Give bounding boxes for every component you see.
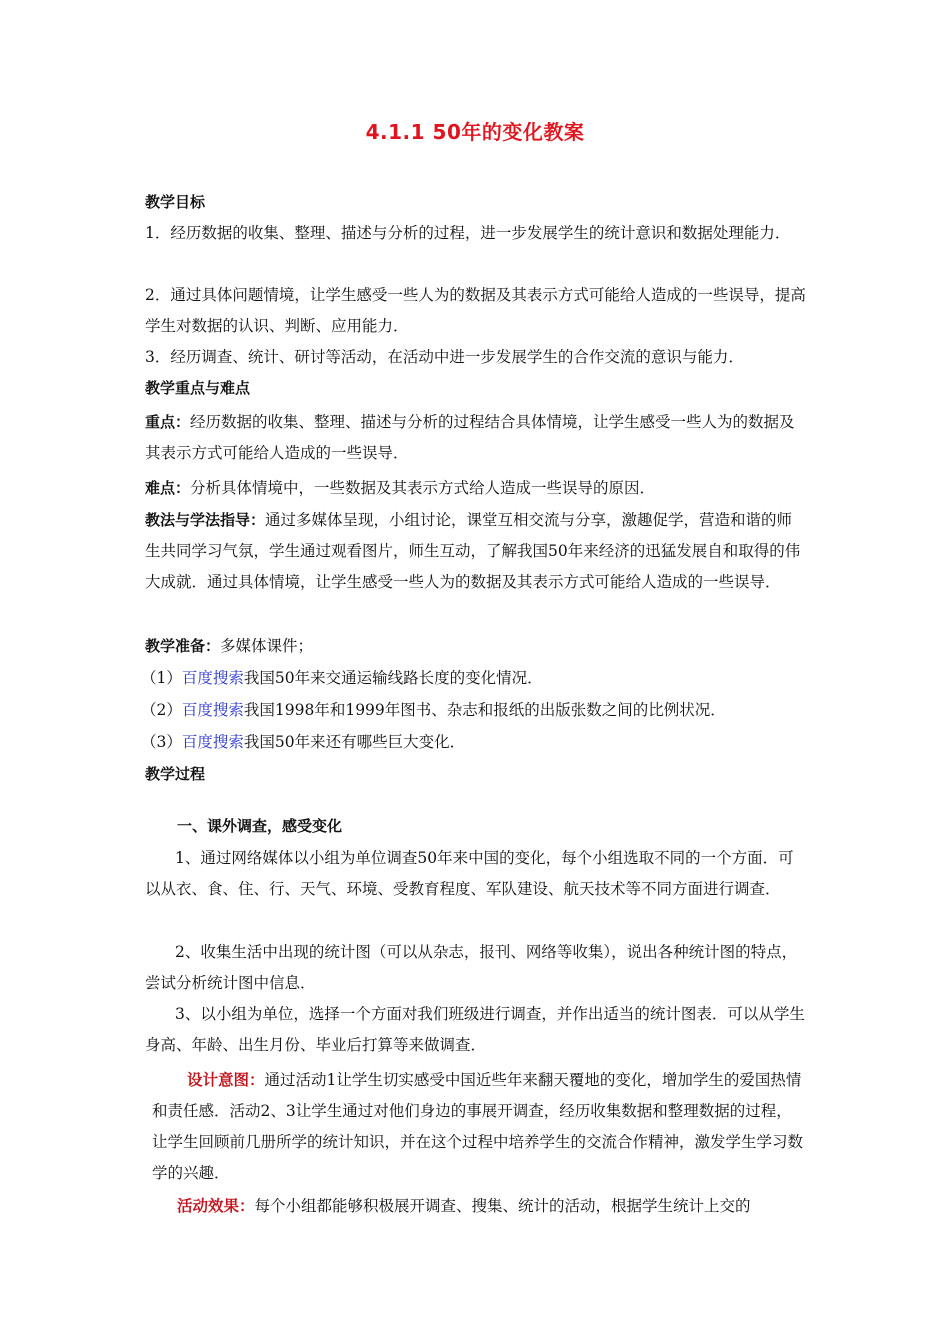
difficulty-label: 难点： — [145, 479, 191, 497]
methods-text: 通过多媒体呈现，小组讨论，课堂互相交流与分享，激趣促学，营造和谐的师生共同学习气氛，学生通过观看图片，师生互动，了解我国50年来经济的迅猛发展自和取得的伟大成就．通过具体情境，让学生感受一些人为的数据及其表示方式可能给人造成的一些误导． — [145, 511, 801, 591]
baidu-search-link[interactable]: 百度搜索 — [181, 669, 244, 687]
preparation-label: 教学准备： — [145, 637, 221, 655]
goal-item-3: 3．经历调查、统计、研讨等活动，在活动中进一步发展学生的合作交流的意识与能力． — [145, 348, 744, 366]
preparation-item-text: 我国1998年和1999年图书、杂志和报纸的出版张数之间的比例状况． — [243, 701, 726, 719]
baidu-search-link[interactable]: 百度搜索 — [181, 733, 244, 751]
preparation-item-2 — [141, 695, 726, 726]
design-intent-label: 设计意图： — [187, 1071, 265, 1089]
section1-heading: 一、课外调查，感受变化 — [177, 817, 343, 835]
document-title: 4.1.1 50年的变化教案 — [365, 120, 585, 144]
baidu-search-link[interactable]: 百度搜索 — [181, 701, 244, 719]
preparation-text: 多媒体课件； — [220, 637, 314, 655]
activity-effect-paragraph — [177, 1191, 751, 1222]
preparation-item-prefix: （3） — [141, 733, 182, 751]
process-heading: 教学过程 — [145, 765, 206, 783]
design-intent-text: 通过活动1让学生切实感受中国近些年来翻天覆地的变化，增加学生的爱国热情和责任感．活动2、3让学生通过对他们身边的事展开调查，经历收集数据和整理数据的过程，让学生回顾前几册所学的统计知识，并在这个过程中培养学生的交流合作精神，激发学生学习数学的兴趣． — [152, 1071, 804, 1182]
process-paragraph-2: 2、收集生活中出现的统计图（可以从杂志，报刊、网络等收集），说出各种统计图的特点，尝试分析统计图中信息． — [145, 943, 798, 992]
preparation-item-prefix: （1） — [141, 669, 182, 687]
methods-label: 教法与学法指导： — [145, 511, 266, 529]
methods-paragraph — [145, 505, 807, 598]
focus-label: 重点： — [145, 413, 191, 431]
focus-text: 经历数据的收集、整理、描述与分析的过程结合具体情境，让学生感受一些人为的数据及其表示方式可能给人造成的一些误导． — [145, 413, 795, 462]
difficulty-paragraph — [145, 473, 807, 504]
goal-item-1: 1．经历数据的收集、整理、描述与分析的过程，进一步发展学生的统计意识和数据处理能力． — [145, 224, 791, 242]
activity-effect-label: 活动效果： — [177, 1197, 255, 1215]
focus-paragraph — [145, 407, 807, 469]
preparation-item-prefix: （2） — [141, 701, 182, 719]
preparation-item-3 — [141, 727, 465, 758]
process-paragraph-1: 1、通过网络媒体以小组为单位调查50年来中国的变化，每个小组选取不同的一个方面．可以从衣、食、住、行、天气、环境、受教育程度、军队建设、航天技术等不同方面进行调查． — [145, 849, 794, 898]
difficulty-text: 分析具体情境中，一些数据及其表示方式给人造成一些误导的原因． — [190, 479, 656, 497]
design-intent-paragraph — [152, 1065, 804, 1189]
process-paragraph-3: 3、以小组为单位，选择一个方面对我们班级进行调查，并作出适当的统计图表．可以从学生身高、年龄、出生月份、毕业后打算等来做调查． — [145, 1005, 805, 1054]
goals-heading: 教学目标 — [145, 193, 206, 211]
preparation-line — [145, 631, 313, 662]
key-points-heading: 教学重点与难点 — [145, 379, 251, 397]
preparation-item-text: 我国50年来还有哪些巨大变化． — [243, 733, 466, 751]
goal-item-2: 2．通过具体问题情境，让学生感受一些人为的数据及其表示方式可能给人造成的一些误导，提高学生对数据的认识、判断、应用能力． — [145, 286, 806, 335]
preparation-item-1 — [141, 663, 543, 694]
activity-effect-text: 每个小组都能够积极展开调查、搜集、统计的活动，根据学生统计上交的 — [254, 1197, 751, 1215]
preparation-item-text: 我国50年来交通运输线路长度的变化情况． — [243, 669, 543, 687]
